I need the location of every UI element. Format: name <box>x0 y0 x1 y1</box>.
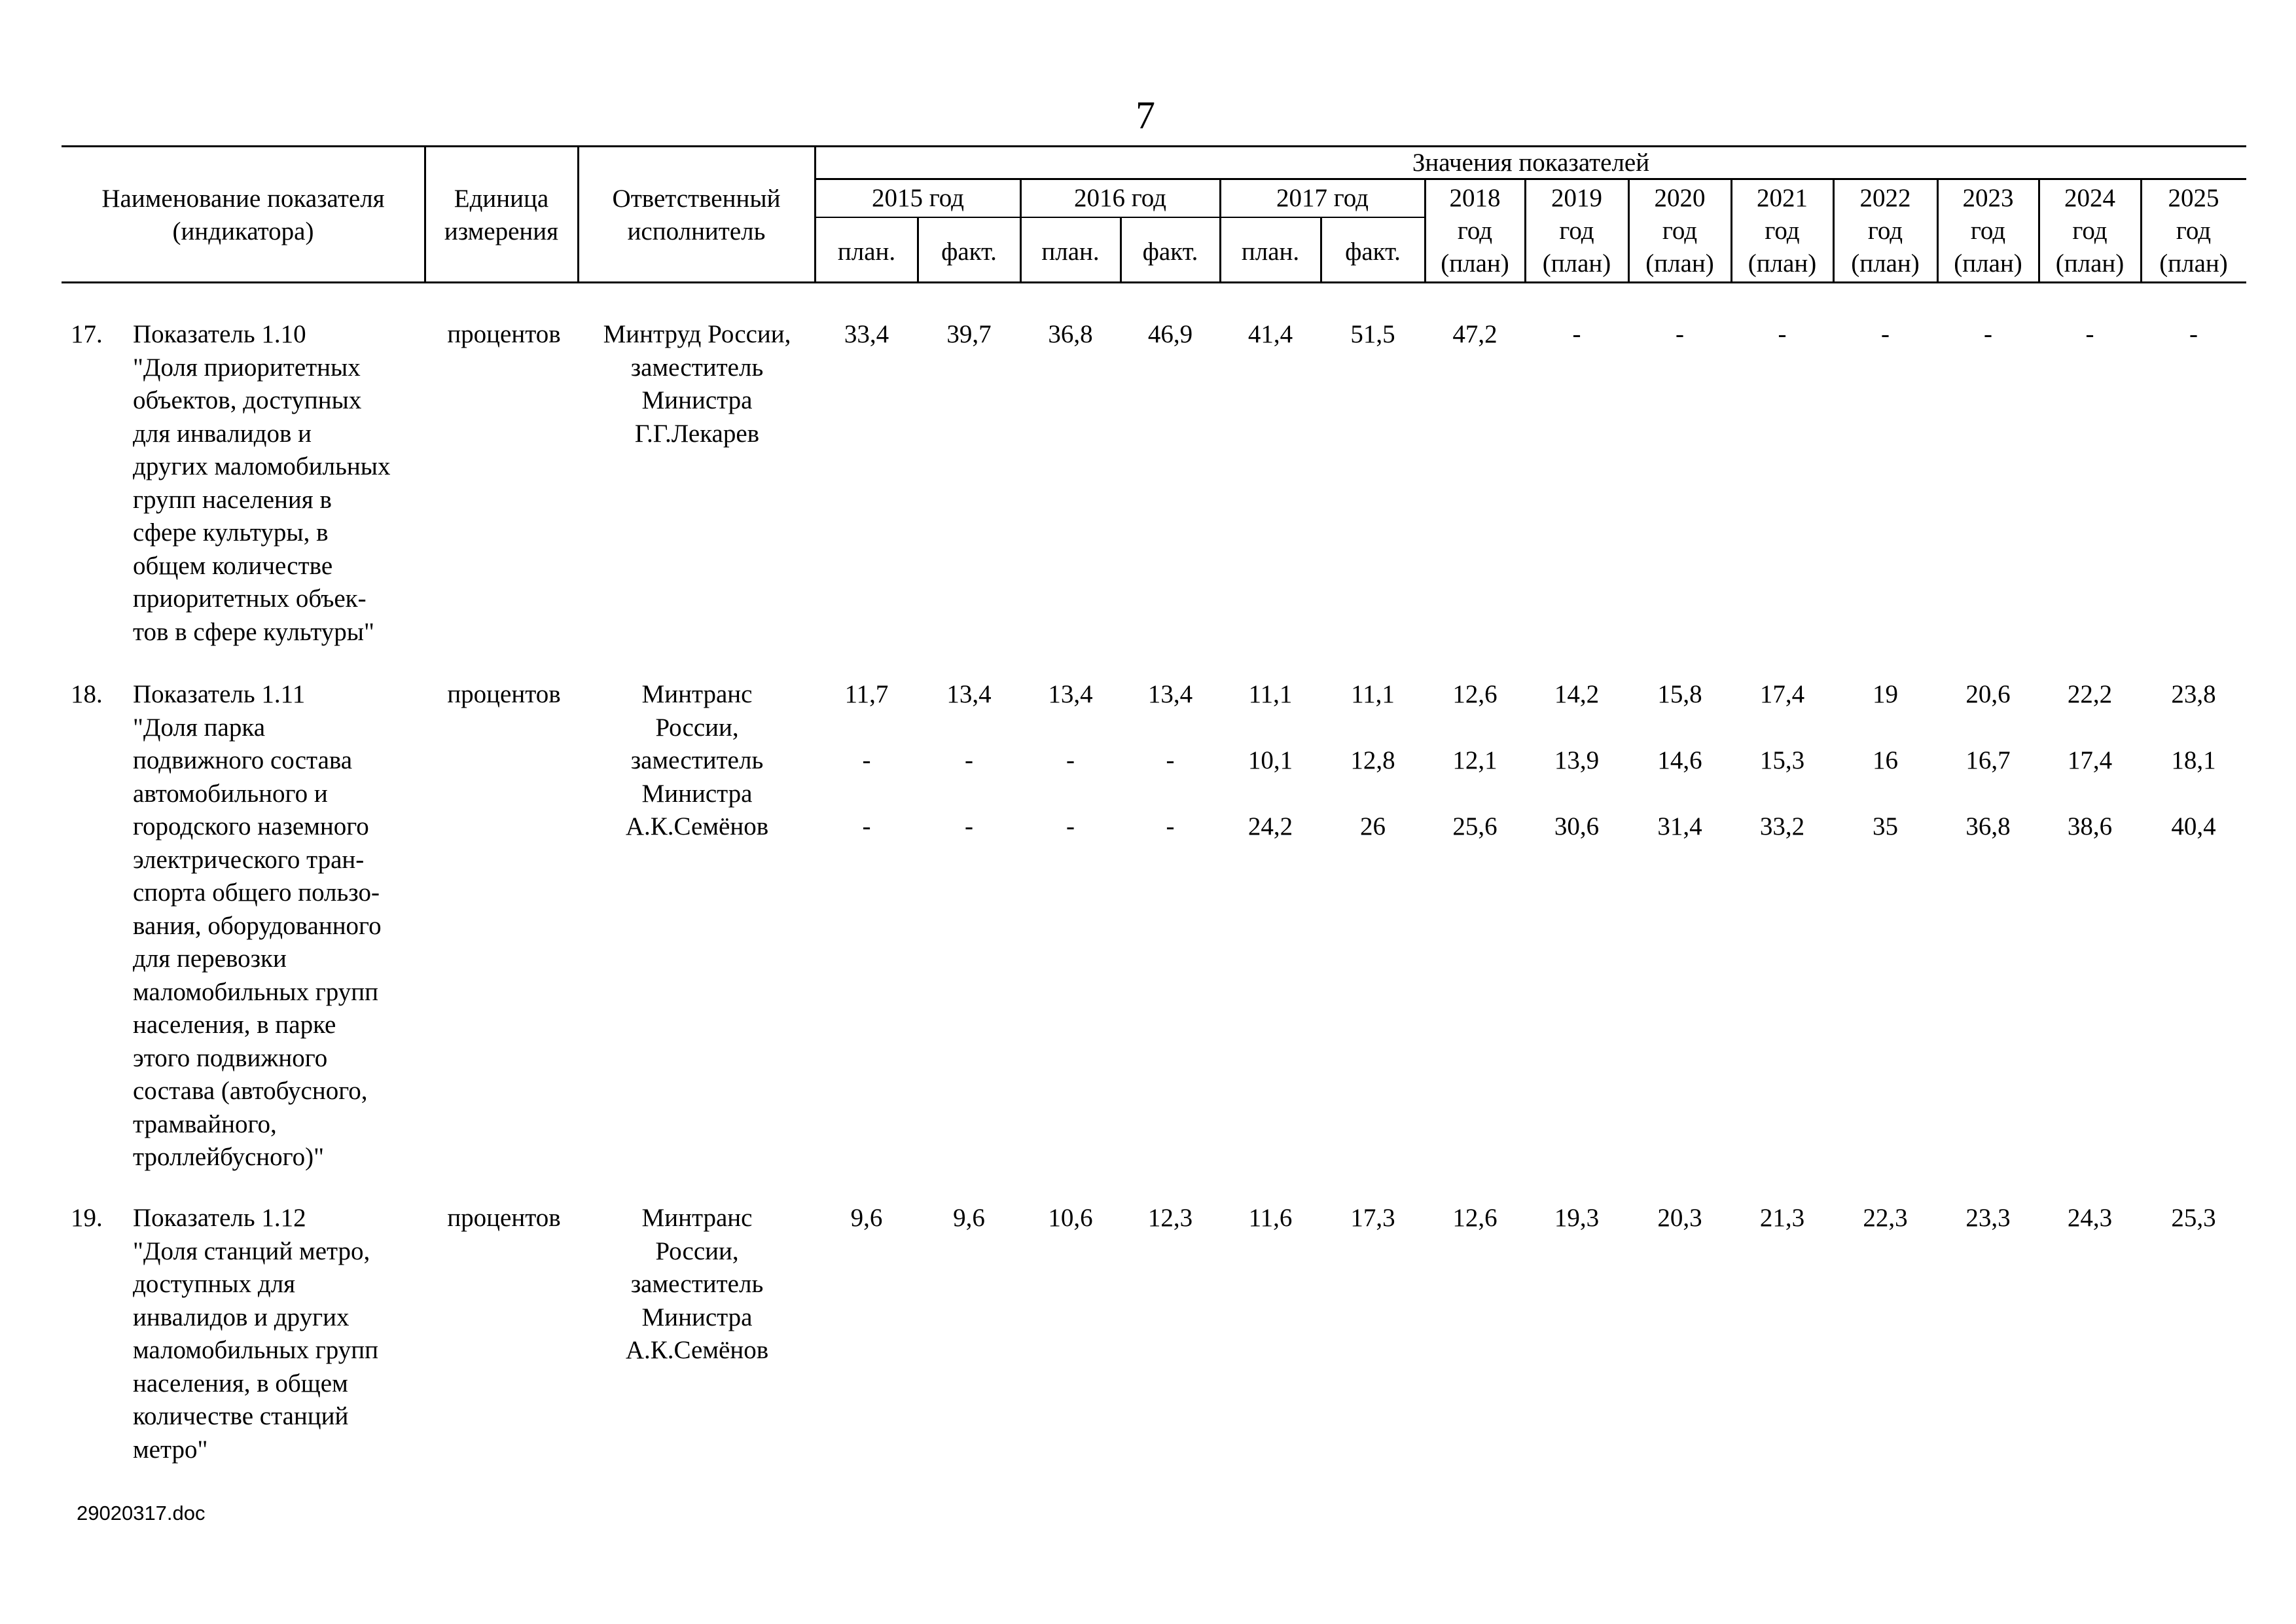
value-cell: 10,6 <box>1048 1204 1093 1232</box>
file-name-footer: 29020317.doc <box>77 1502 206 1525</box>
header-plan-year-number: 2024 <box>2064 184 2115 212</box>
row-number: 19. <box>71 1204 103 1232</box>
header-plan-year-number: 2022 <box>1859 184 1911 212</box>
value-cell: 12,6 <box>1452 1204 1498 1232</box>
header-plan-year-note: (план) <box>1645 249 1714 278</box>
value-cell: 24,2 <box>1247 812 1293 840</box>
header-plan-year-number: 2020 <box>1654 184 1706 212</box>
header-column-divider <box>1020 179 1022 281</box>
executor-value: Минтруд России, заместитель Министра Г.Г.Лекарев <box>603 320 791 448</box>
value-cell: - <box>862 812 871 840</box>
value-cell: 17,3 <box>1350 1204 1395 1232</box>
value-cell: - <box>965 746 973 774</box>
value-cell: 15,3 <box>1759 746 1805 774</box>
value-cell: 13,4 <box>1048 680 1093 708</box>
value-cell: 36,8 <box>1048 320 1093 348</box>
indicator-name: Показатель 1.11 "Доля парка подвижного состава автомобильного и городского наземного электрического тран- спорта общего пользо- вания, оборудованного для перевозки маломобильных групп населения, в парке этого подвижного состава (автобусного, трамвайного, троллейбусного)" <box>133 680 382 1171</box>
row-number: 17. <box>71 320 103 348</box>
indicator-name: Показатель 1.12 "Доля станций метро, доступных для инвалидов и других маломобильных групп населения, в общем количестве станций метро" <box>133 1204 378 1464</box>
value-cell: 33,4 <box>844 320 889 348</box>
value-cell: - <box>1066 746 1075 774</box>
table-header-bottom-rule <box>62 281 2246 283</box>
header-column-divider <box>1524 179 1526 281</box>
header-plan-year <box>1833 182 1937 280</box>
header-plan-label: план. <box>837 238 896 266</box>
value-cell: 51,5 <box>1350 320 1395 348</box>
value-cell: 17,4 <box>1759 680 1805 708</box>
executor-value: Минтранс России, заместитель Министра А.К.Семёнов <box>625 680 769 840</box>
header-plan-year-word: год <box>2072 217 2108 245</box>
value-cell: - <box>2085 320 2094 348</box>
header-column-divider <box>1424 179 1426 281</box>
value-cell: 20,6 <box>1965 680 2011 708</box>
header-plan-year <box>1731 182 1833 280</box>
value-cell: 11,1 <box>1248 680 1293 708</box>
header-fact-label: факт. <box>1345 238 1401 266</box>
table-top-rule <box>62 145 2246 147</box>
value-cell: 11,6 <box>1248 1204 1293 1232</box>
value-cell: - <box>862 746 871 774</box>
header-column-divider <box>1731 179 1732 281</box>
header-column-divider <box>2140 179 2142 281</box>
value-cell: - <box>1778 320 1787 348</box>
value-cell: 22,2 <box>2067 680 2113 708</box>
value-cell: 10,1 <box>1247 746 1293 774</box>
header-year-group: 2017 год <box>1276 184 1369 212</box>
value-cell: - <box>1066 812 1075 840</box>
value-cell: 33,2 <box>1759 812 1805 840</box>
header-column-divider <box>424 145 426 281</box>
value-cell: 9,6 <box>953 1204 985 1232</box>
header-column-divider <box>917 218 919 281</box>
header-column-divider <box>1833 179 1835 281</box>
value-cell: - <box>1881 320 1890 348</box>
unit-value: процентов <box>447 320 561 348</box>
value-cell: 22,3 <box>1863 1204 1908 1232</box>
value-cell: 16 <box>1873 746 1898 774</box>
value-cell: 47,2 <box>1452 320 1498 348</box>
executor-value: Минтранс России, заместитель Министра А.К.Семёнов <box>625 1204 769 1364</box>
value-cell: 13,9 <box>1554 746 1600 774</box>
header-plan-year <box>1937 182 2039 280</box>
header-year-group: 2016 год <box>1074 184 1166 212</box>
value-cell: 25,3 <box>2171 1204 2216 1232</box>
value-cell: - <box>1166 812 1175 840</box>
value-cell: - <box>965 812 973 840</box>
header-unit: Единица измерения <box>444 185 559 245</box>
header-column-divider <box>1320 218 1322 281</box>
header-plan-year-note: (план) <box>2159 249 2228 278</box>
header-plan-label: план. <box>1241 238 1300 266</box>
value-cell: 15,8 <box>1657 680 1702 708</box>
value-cell: 39,7 <box>946 320 992 348</box>
header-plan-year-number: 2025 <box>2168 184 2219 212</box>
header-plan-year-note: (план) <box>1542 249 1611 278</box>
unit-value: процентов <box>447 1204 561 1232</box>
header-plan-year-number: 2018 <box>1449 184 1501 212</box>
header-indicator-name: Наименование показателя (индикатора) <box>101 185 385 245</box>
value-cell: 14,2 <box>1554 680 1600 708</box>
value-cell: - <box>1572 320 1581 348</box>
header-plan-year-word: год <box>1970 217 2006 245</box>
header-plan-year <box>2039 182 2141 280</box>
value-cell: 30,6 <box>1554 812 1600 840</box>
header-column-divider <box>814 145 816 281</box>
value-cell: 11,1 <box>1351 680 1395 708</box>
row-number: 18. <box>71 680 103 708</box>
header-column-divider <box>1937 179 1939 281</box>
header-plan-year-word: год <box>1662 217 1698 245</box>
header-plan-year-word: год <box>1867 217 1903 245</box>
value-cell: 46,9 <box>1147 320 1193 348</box>
header-plan-year-note: (план) <box>1748 249 1817 278</box>
header-plan-year <box>1628 182 1731 280</box>
header-plan-year-note: (план) <box>1851 249 1920 278</box>
value-cell: - <box>1984 320 1992 348</box>
value-cell: 20,3 <box>1657 1204 1702 1232</box>
value-cell: 16,7 <box>1965 746 2011 774</box>
value-cell: 19,3 <box>1554 1204 1600 1232</box>
header-column-divider <box>1628 179 1630 281</box>
value-cell: 24,3 <box>2067 1204 2113 1232</box>
value-cell: 41,4 <box>1247 320 1293 348</box>
value-cell: 35 <box>1873 812 1898 840</box>
header-column-divider <box>1219 179 1221 281</box>
value-cell: - <box>1166 746 1175 774</box>
value-cell: - <box>2189 320 2198 348</box>
value-cell: 12,1 <box>1452 746 1498 774</box>
value-cell: 31,4 <box>1657 812 1702 840</box>
header-fact-label: факт. <box>941 238 997 266</box>
header-plan-year-number: 2023 <box>1962 184 2014 212</box>
value-cell: 14,6 <box>1657 746 1702 774</box>
header-plan-year-note: (план) <box>2055 249 2125 278</box>
value-cell: 38,6 <box>2067 812 2113 840</box>
header-plan-year-word: год <box>1457 217 1493 245</box>
header-plan-year-word: год <box>1765 217 1800 245</box>
value-cell: 19 <box>1873 680 1898 708</box>
value-cell: 21,3 <box>1759 1204 1805 1232</box>
header-plan-year-number: 2021 <box>1757 184 1808 212</box>
value-cell: 11,7 <box>844 680 889 708</box>
value-cell: - <box>1676 320 1684 348</box>
value-cell: 23,8 <box>2171 680 2216 708</box>
value-cell: 13,4 <box>946 680 992 708</box>
value-cell: 12,8 <box>1350 746 1395 774</box>
header-plan-year <box>2141 182 2246 280</box>
header-plan-label: план. <box>1041 238 1100 266</box>
value-cell: 12,6 <box>1452 680 1498 708</box>
indicator-name: Показатель 1.10 "Доля приоритетных объектов, доступных для инвалидов и других маломобильных групп населения в сфере культуры, в общем количестве приоритетных объек- тов в сфере культуры" <box>133 320 391 646</box>
header-column-divider <box>2038 179 2040 281</box>
value-cell: 17,4 <box>2067 746 2113 774</box>
header-executor: Ответственный исполнитель <box>612 185 781 245</box>
header-plan-year <box>1425 182 1525 280</box>
value-cell: 40,4 <box>2171 812 2216 840</box>
header-plan-year-word: год <box>2176 217 2212 245</box>
header-values-title: Значения показателей <box>1412 149 1650 177</box>
value-cell: 23,3 <box>1965 1204 2011 1232</box>
value-cell: 9,6 <box>850 1204 883 1232</box>
header-fact-label: факт. <box>1142 238 1198 266</box>
header-year-group: 2015 год <box>872 184 964 212</box>
header-column-divider <box>1120 218 1122 281</box>
header-plan-year-word: год <box>1559 217 1594 245</box>
value-cell: 13,4 <box>1147 680 1193 708</box>
header-plan-year <box>1525 182 1628 280</box>
page-number: 7 <box>1136 94 1155 137</box>
unit-value: процентов <box>447 680 561 708</box>
header-plan-year-number: 2019 <box>1551 184 1602 212</box>
header-column-divider <box>577 145 579 281</box>
value-cell: 25,6 <box>1452 812 1498 840</box>
value-cell: 26 <box>1360 812 1386 840</box>
value-cell: 36,8 <box>1965 812 2011 840</box>
value-cell: 18,1 <box>2171 746 2216 774</box>
header-plan-year-note: (план) <box>1954 249 2022 278</box>
value-cell: 12,3 <box>1147 1204 1193 1232</box>
header-plan-year-note: (план) <box>1441 249 1509 278</box>
